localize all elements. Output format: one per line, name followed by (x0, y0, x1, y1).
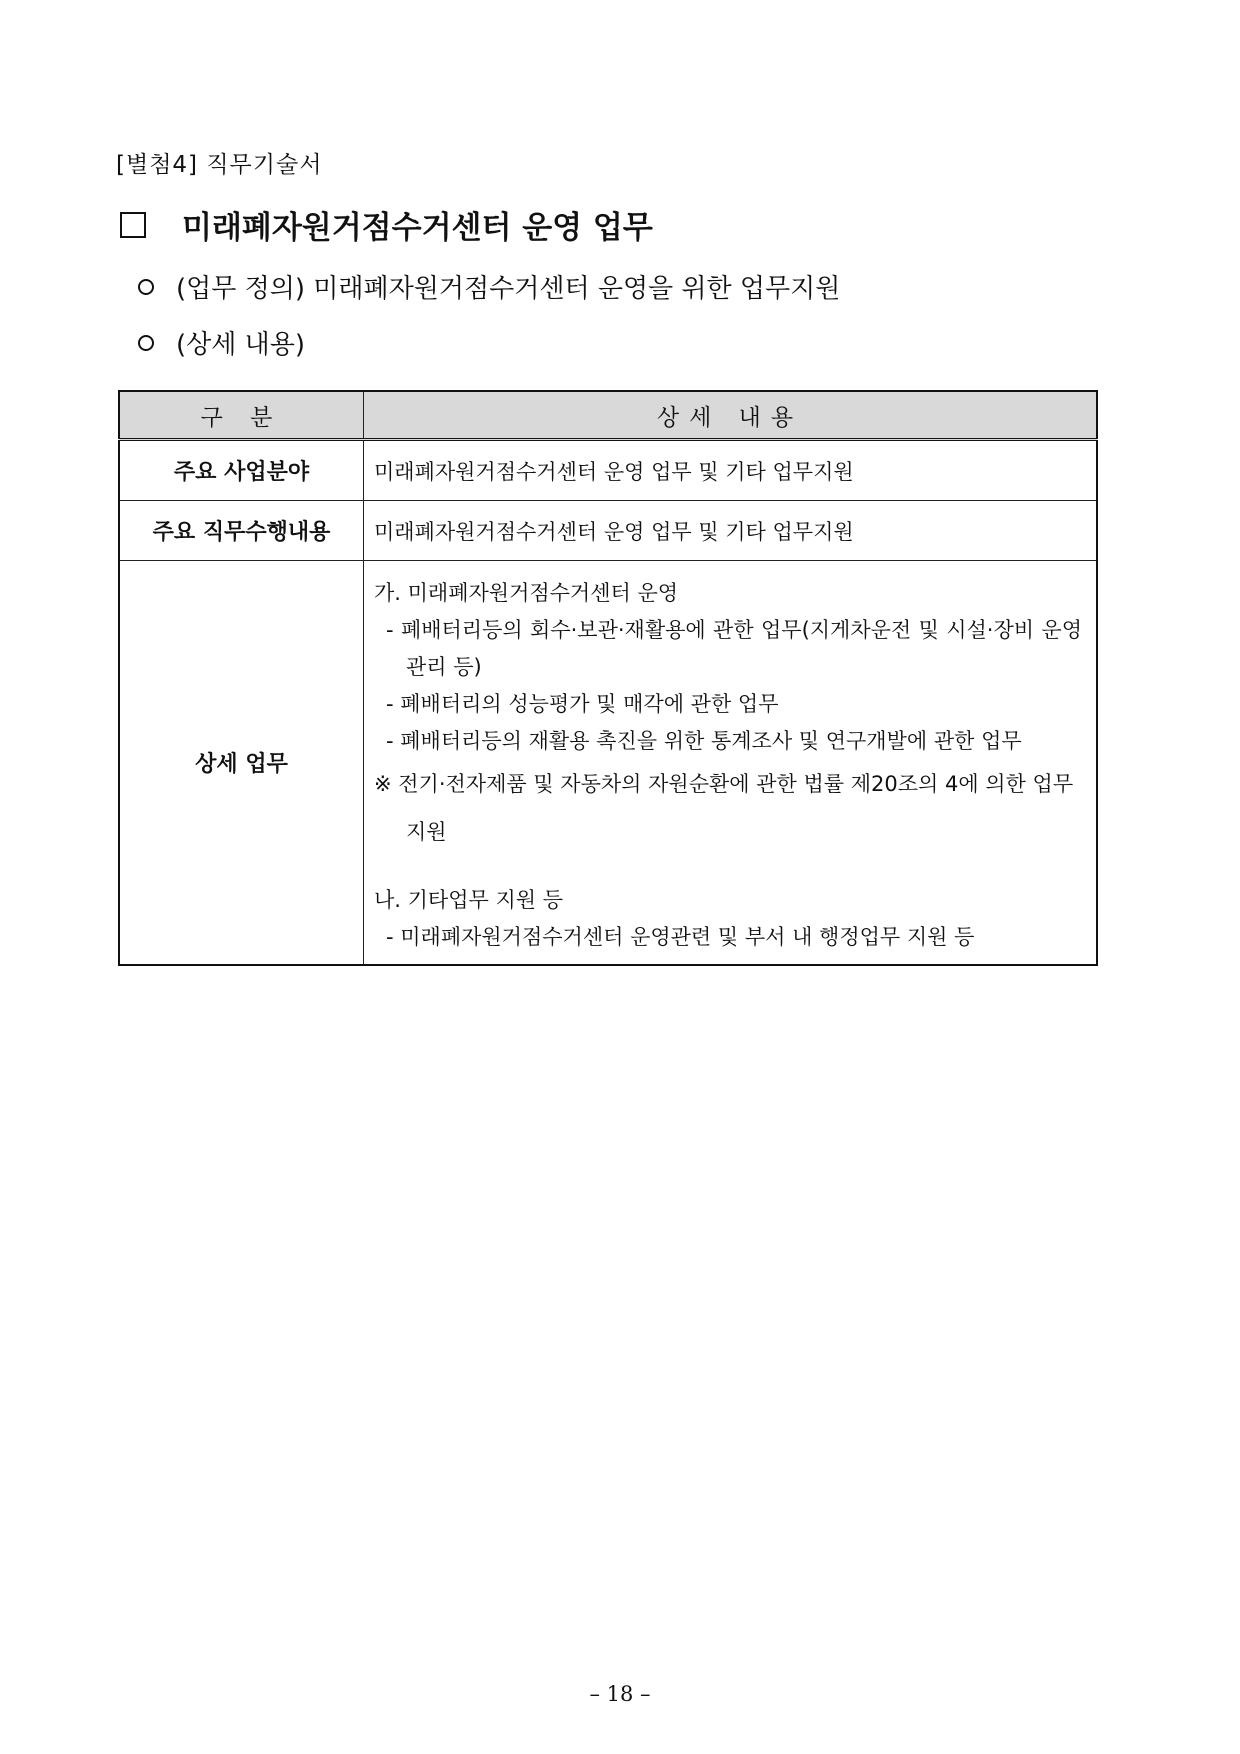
table-row (119, 440, 1097, 501)
row-label: 상세 업무 (119, 561, 364, 966)
detail-note: ※ 전기·전자제품 및 자동차의 자원순환에 관한 법률 제20조의 4에 의한 업무 지원 (374, 772, 1074, 844)
square-bullet-icon (120, 212, 146, 238)
table-header-row (119, 391, 1097, 440)
bullet-definition-text: (업무 정의) 미래폐자원거점수거센터 운영을 위한 업무지원 (176, 274, 841, 304)
detail-item: - 폐배터리등의 회수·보관·재활용에 관한 업무(지게차운전 및 시설·장비 운영 관리 등) (386, 618, 1082, 679)
detail-item: - 폐배터리등의 재활용 촉진을 위한 통계조사 및 연구개발에 관한 업무 (386, 729, 1022, 753)
row-content: 미래폐자원거점수거센터 운영 업무 및 기타 업무지원 (364, 501, 1098, 561)
page-number: – 18 – (589, 1682, 651, 1706)
job-description-table (118, 390, 1098, 966)
header-details: 상세 내용 (364, 391, 1098, 440)
detail-item: - 폐배터리의 성능평가 및 매각에 관한 업무 (386, 692, 779, 716)
detail-spacer (374, 856, 1082, 882)
bullet-definition (138, 268, 840, 305)
detail-heading-a: 가. 미래폐자원거점수거센터 운영 (374, 581, 679, 605)
attachment-label: [별첨4] 직무기술서 (116, 152, 323, 178)
circle-bullet-icon (138, 279, 154, 295)
bullet-detail (138, 324, 305, 361)
header-category: 구 분 (119, 391, 364, 440)
detail-heading-b: 나. 기타업무 지원 등 (374, 888, 563, 912)
table-row (119, 501, 1097, 561)
section-title (120, 202, 653, 247)
row-label: 주요 사업분야 (119, 440, 364, 501)
detail-item: - 미래폐자원거점수거센터 운영관련 및 부서 내 행정업무 지원 등 (386, 925, 975, 949)
row-label: 주요 직무수행내용 (119, 501, 364, 561)
row-content: 미래폐자원거점수거센터 운영 업무 및 기타 업무지원 (364, 440, 1098, 501)
bullet-detail-text: (상세 내용) (176, 330, 306, 360)
circle-bullet-icon (138, 335, 154, 351)
detail-content (364, 561, 1098, 966)
table-row-detail (119, 561, 1097, 966)
section-title-text: 미래폐자원거점수거센터 운영 업무 (182, 210, 653, 246)
